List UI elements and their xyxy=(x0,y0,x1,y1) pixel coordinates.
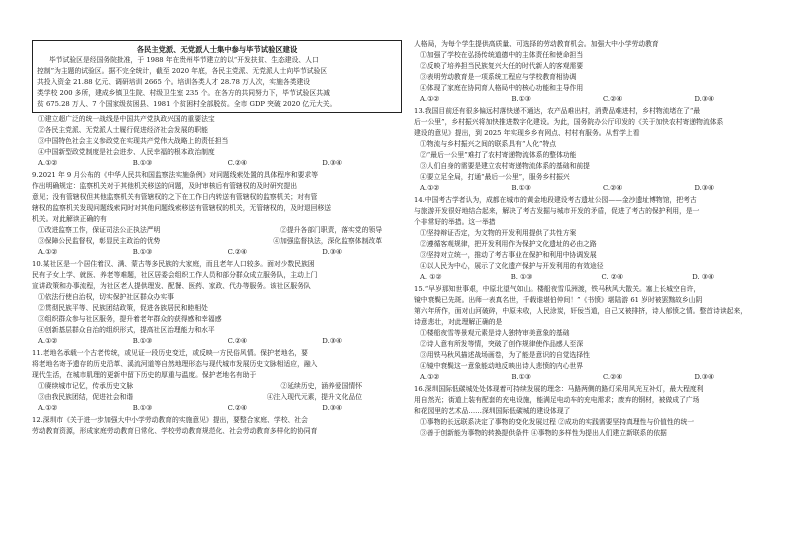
choice-b: B.①③ xyxy=(511,184,531,192)
answer-choices xyxy=(414,183,774,194)
choice-d: D.③④ xyxy=(322,159,342,167)
option: ①加强了学校在弘扬传统道德中的主体责任和使命担当 xyxy=(420,51,584,59)
choice-c: C.②④ xyxy=(227,159,247,167)
option: ④镜中衰鬓这一意象能动地反映出诗人悲愤的内心世界 xyxy=(420,362,584,370)
option: ③坚持对立统一，推动了考古事业在保护和利用中协调发展 xyxy=(420,251,597,259)
question-text: 15.“早岁那知世事艰，中原北望气如山。楼船夜雪瓜洲渡，铁马秋风大散关。塞上长城空自许， xyxy=(414,285,701,293)
question-13 xyxy=(414,106,774,194)
material-line: 贫 675.28 万人、7 个国家级贫困县、1981 个贫困村全部脱贫。全市 GDP 突破 2020 亿元大关。 xyxy=(37,100,337,108)
choice-a: A. ①② xyxy=(420,273,442,281)
question-text: 将老地名寄予遗存的历史沿革、溪流河道等自然地理形态与现代城市发展历史文脉相适应，融入 xyxy=(32,360,318,368)
option: ④创新基层群众自治的组织形式，提高社区治理能力和水平 xyxy=(38,326,215,334)
choice-c: C.②④ xyxy=(227,248,247,256)
question-12-continued xyxy=(414,39,774,105)
option: ③善于创新能为事物的转换提供条件 ④事物的多样性为提出人们建立新联系的依据 xyxy=(420,429,667,437)
material-line: 共投入资金 21.88 亿元、调研培训 2665 个。培训各类人才 28.78 万人次，实施各类建设 xyxy=(37,78,311,86)
question-10 xyxy=(32,259,402,347)
option: ③保障公民监督权，彰显民主政治的优势 xyxy=(38,237,161,245)
question-text: 个非常好的举措。这一举措 xyxy=(414,218,496,226)
question-text: 13.我国目前还有很多偏远村落快递不通达，农产品难出村，消费品难进村，乡村物流堵在了“最 xyxy=(414,107,701,115)
choice-a: A.①② xyxy=(38,404,58,412)
question-text: 诗意悲壮，对此理解正确的是 xyxy=(414,318,503,326)
left-column xyxy=(32,0,402,437)
choice-d: D.③④ xyxy=(322,404,342,412)
option: ③表明劳动教育是一项系统工程应与学校教育相协调 xyxy=(420,73,577,81)
question-text: 宣讲政策和办事流程，为社区老人提供理发、配餐、医药、家政、代办等服务。该社区服务队 xyxy=(32,282,311,290)
choice-d: D.③④ xyxy=(694,95,714,103)
answer-choices xyxy=(414,372,774,383)
option: ①坚持辩证否定，为文物的开发利用提供了共性方案 xyxy=(420,229,577,237)
question-text: 后一公里”，乡村振兴将加快推进数字化建设。为此，国务院办公厅印发的《关于加快农村寄递物流体系 xyxy=(414,118,724,126)
choice-a: A.①② xyxy=(420,95,440,103)
option-row xyxy=(32,236,402,247)
option: ①物流与乡村振兴之间的联系具有“人化”特点 xyxy=(420,140,557,148)
option-row xyxy=(32,392,402,403)
material-line: 毕节试验区是经国务院批准，于 1988 年在贵州毕节建立的以“开发扶贫、生态建设、人口 xyxy=(49,56,319,64)
question-14 xyxy=(414,195,774,283)
question-text: 机关。对此解读正确的有 xyxy=(32,215,107,223)
question-11 xyxy=(32,348,402,414)
answer-choices xyxy=(32,158,402,169)
option: ③用铁马秋风描述战场画卷，为了能是意识的自觉选择性 xyxy=(420,351,590,359)
option: ②贯彻民族平等、民族团结政策，促进各族居民和睦相处 xyxy=(38,304,208,312)
option: ①赓续城市记忆，传承历史文脉 xyxy=(38,382,134,390)
question-8-options xyxy=(32,114,402,169)
question-text: 镜中衰鬓已先斑。出师一表真名世，千载谁堪伯仲间！”《书愤》堪陆游 61 岁时被罢黜故乡山阴 xyxy=(414,296,703,304)
question-9 xyxy=(32,170,402,258)
question-16 xyxy=(414,384,774,439)
option: ③中国特色社会主义参政党在实现共产党伟大战略上的责任担当 xyxy=(38,137,229,145)
question-text: 11.老地名承载一个古老传统，或见证一段历史变迁，或反映一方民俗风情。保护老地名，要 xyxy=(32,349,308,357)
choice-c: C. ②④ xyxy=(601,273,623,281)
option: ③由我民族团结，促进社会和谐 xyxy=(38,393,134,401)
choice-c: C.②④ xyxy=(227,404,247,412)
option: ④要立足全局，打通“最后一公里”，服务乡村振兴 xyxy=(420,173,570,181)
choice-b: B.①③ xyxy=(511,95,531,103)
option: ③人们自身的需要是建立农村寄递物流体系的基础和前提 xyxy=(420,162,590,170)
answer-choices xyxy=(414,94,774,105)
option: ④中国新型政党制度是社会进步、人民幸福的根本政治制度 xyxy=(38,148,215,156)
question-text: 10.某社区是一个居住着汉、满、蒙古等多民族的大家庭，而且老年人口较多。面对少数民族困 xyxy=(32,260,315,268)
choice-d: D.③④ xyxy=(322,248,342,256)
choice-d: D.③④ xyxy=(694,184,714,192)
question-text: 9.2021 年 9 月公布的《中华人民共和国监察法实施条例》对问题线索处置的具体程序和要求等 xyxy=(32,171,319,179)
question-text: 作出明确规定：监察机关对于其他机关移送的问题，及时审核后有管辖权的及时研究提出 xyxy=(32,182,298,190)
option: ④注入现代元素，提升文化品位 xyxy=(266,393,362,401)
question-text: 辖权的监察机关发现问题线索同时对其他问题线索移送有管辖权的机关，无管辖权的，及时退回移送 xyxy=(32,204,332,212)
question-text: 用自然光；街道上装有配套的充电设施，能满足电动车的充电需求；废弃的钢材，被做成了广场 xyxy=(414,396,700,404)
option: ②提升各部门职责，落实党的领导 xyxy=(280,226,382,234)
option: ④加强监督执法，深化监察体制改革 xyxy=(273,237,382,245)
question-text: 第六年所作，面对山河破碎，中原未收，人民涂炭，奸佞当道，自己又被排挤，诗人郁愤之情。整首诗读起来， xyxy=(414,307,748,315)
choice-a: A.①② xyxy=(38,248,58,256)
option: ②“最后一公里”难打了农村寄递物流体系的整体功能 xyxy=(420,151,577,159)
question-text: 建设的意见》提出，到 2025 年实现乡乡有网点、村村有服务。从哲学上看 xyxy=(414,129,640,137)
material-box-title: 各民主党派、无党派人士集中参与毕节试验区建设 xyxy=(136,45,298,54)
answer-choices xyxy=(32,403,402,414)
choice-b: B.①③ xyxy=(132,248,153,256)
choice-d: D.③④ xyxy=(322,337,342,345)
question-text: 16.深圳国际低碳城处处体现着可持续发展的理念：马路两侧的路灯采用风光互补灯，最大程度利 xyxy=(414,385,704,393)
answer-choices xyxy=(414,272,774,283)
right-column xyxy=(414,38,774,439)
choice-b: B.①③ xyxy=(132,337,153,345)
option: ④体现了家庭在协同育人格局中的核心功能和主导作用 xyxy=(420,84,584,92)
option: ②反映了培养担当民族复兴大任的时代新人的客观需要 xyxy=(420,62,584,70)
choice-b: B.①③ xyxy=(132,404,153,412)
material-line: 控制”为主题的试验区。据不完全统计，截至 2020 年底，各民主党派、无党派人士向毕节试验区 xyxy=(37,67,328,75)
answer-choices xyxy=(32,336,402,347)
option: ①建立超广泛的统一战线是中国共产党执政兴国的重要法宝 xyxy=(38,115,215,123)
choice-c: C.②④ xyxy=(602,95,623,103)
material-line: 类学校 200 多所，建成乡镇卫生院、村级卫生室 235 个。在各方的共同努力下，毕节试验区共减 xyxy=(37,89,330,97)
question-text: 12.深圳市《关于进一步加强大中小学劳动教育的实施意见》提出，要整合家庭、学校、社会 xyxy=(32,416,308,424)
question-15 xyxy=(414,284,774,383)
option: ①事物的长远联系决定了事物的变化发展过程 ②成功的实践需要坚持真理性与价值性的统一 xyxy=(420,418,695,426)
choice-a: A.①② xyxy=(420,373,440,381)
choice-d: D.③④ xyxy=(694,373,714,381)
choice-c: C.②④ xyxy=(227,337,247,345)
question-text: 劳动教育资源，形成家庭劳动教育日常化、学校劳动教育规范化、社会劳动教育多样化的协同育 xyxy=(32,427,318,435)
choice-c: C.②④ xyxy=(602,373,623,381)
question-text: 和花园里的艺术品……深圳国际低碳城的建设体现了 xyxy=(414,407,571,415)
choice-b: B. ①③ xyxy=(510,273,533,281)
option: ②诗人意有所发等情，突破了创作规律使作品感人至深 xyxy=(420,340,584,348)
question-12 xyxy=(32,415,402,437)
option: ③组织群众参与社区服务，提升着老年群众的获得感和幸福感 xyxy=(38,315,222,323)
question-text: 现代生活，在城市肌理的更新中留下历史的厚重与温度。保护老地名有助于 xyxy=(32,371,257,379)
option: ②各民主党派、无党派人士履行促进经济社会发展的职能 xyxy=(38,126,208,134)
choice-b: B.①③ xyxy=(132,159,153,167)
choice-a: A.①② xyxy=(420,184,440,192)
choice-c: C.②④ xyxy=(602,184,623,192)
option-row xyxy=(32,381,402,392)
option: ①依法行使自治权，切实保护社区群众办实事 xyxy=(38,293,174,301)
choice-b: B.①③ xyxy=(511,373,531,381)
option: ①楼船夜雪等景观元素是诗人独特审美意象的基础 xyxy=(420,329,570,337)
option: ①改进监察工作，保证司法公正执法严明 xyxy=(38,226,161,234)
choice-d: D. ③④ xyxy=(692,273,714,281)
option: ②延续历史，涵养爱国情怀 xyxy=(280,382,362,390)
option: ④以人民为中心，展示了文化遗产保护与开发利用的有效途径 xyxy=(420,262,604,270)
choice-a: A.①② xyxy=(38,337,58,345)
question-text: 与旅游开发很好地结合起来，解决了考古发掘与城市开发的矛盾，促进了考古的保护利用，是一 xyxy=(414,207,700,215)
option: ②遵循客观规律，把开发利用作为保护文化遗址的必由之路 xyxy=(420,240,597,248)
option-row xyxy=(32,225,402,236)
material-box xyxy=(32,40,402,113)
question-text: 意见；没有管辖权但其他监察机关有管辖权的之下在工作日内转送有管辖权的监察机关；对有管 xyxy=(32,193,318,201)
answer-choices xyxy=(32,247,402,258)
question-text: 民有子女上学、就医、养老等难题，社区居委会组织工作人员和部分群众成立服务队，主动上门 xyxy=(32,271,318,279)
question-text: 人格局，为每个学生提供高质量、可选择的劳动教育机会。加强大中小学劳动教育 xyxy=(414,40,659,48)
choice-a: A.①② xyxy=(38,159,58,167)
question-text: 14.中国考古学者认为，成都在城市的黄金地段建设考古遗址公园——金沙遗址博物馆，把考古 xyxy=(414,196,697,204)
